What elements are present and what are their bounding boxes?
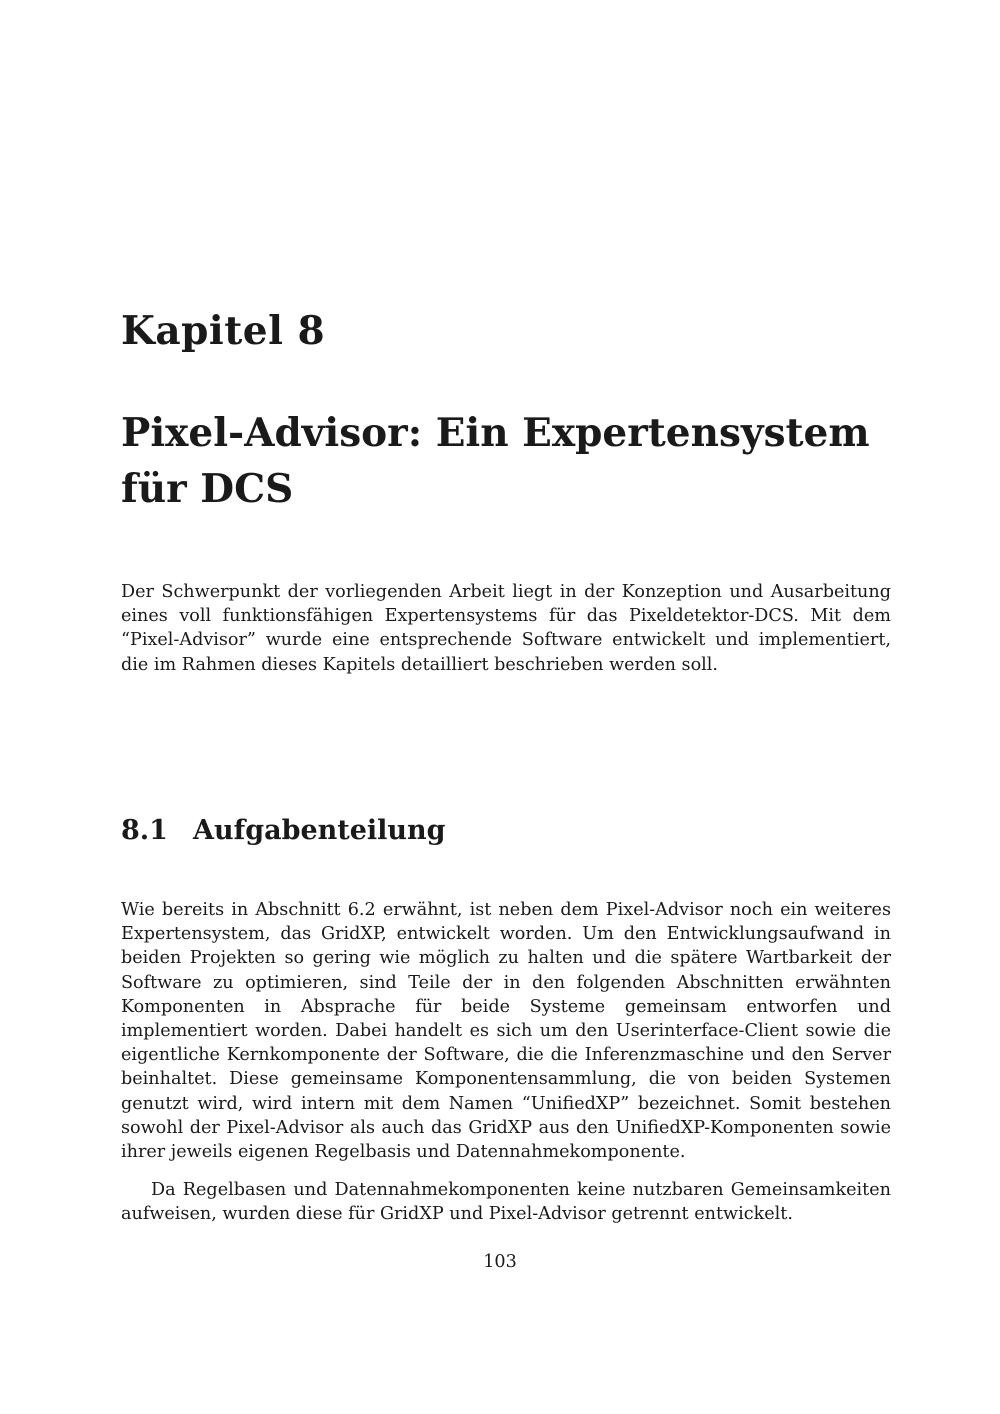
body-paragraph: Da Regelbasen und Datennahmekomponenten keine nutzbaren Gemeinsamkeiten aufweisen, wurden diese für GridXP und Pixel-Advisor getrennt entwickelt. bbox=[121, 1180, 891, 1225]
section-title: Aufgabenteilung bbox=[193, 815, 446, 846]
chapter-intro-paragraph: Der Schwerpunkt der vorliegenden Arbeit liegt in der Konzeption und Ausarbeitung eines voll funktionsfähigen Expertensystems für das Pixeldetektor-DCS. Mit dem “Pixel-Advisor” wurde eine entsprechende Software entwickelt und implementiert, die im Rahmen dieses Kapitels detailliert beschrieben werden soll. bbox=[121, 582, 891, 675]
section-heading bbox=[121, 813, 446, 848]
page-number: 103 bbox=[483, 1252, 517, 1272]
chapter-title: Pixel-Advisor: Ein Expertensystem für DCS bbox=[121, 410, 870, 512]
body-paragraph: Wie bereits in Abschnitt 6.2 erwähnt, ist neben dem Pixel-Advisor noch ein weiteres Expertensystem, das GridXP, entwickelt worden. Um den Entwicklungsaufwand in beiden Projekten so gering wie möglich zu halten und die spätere Wartbarkeit der Software zu optimieren, sind Teile der in den folgenden Abschnitten erwähnten Komponenten in Absprache für beide Systeme gemeinsam entworfen und implementiert worden. Dabei handelt es sich um den Userinterface-Client sowie die eigentliche Kernkomponente der Software, die die Inferenzmaschine und den Server beinhaltet. Diese gemeinsame Komponentensammlung, die von beiden Systemen genutzt wird, wird intern mit dem Namen “UnifiedXP” bezeichnet. Somit bestehen sowohl der Pixel-Advisor als auch das GridXP aus den UnifiedXP-Komponenten sowie ihrer jeweils eigenen Regelbasis und Datennahmekomponente. bbox=[121, 900, 891, 1163]
chapter-label: Kapitel 8 bbox=[121, 308, 326, 354]
section-number: 8.1 bbox=[121, 815, 168, 846]
